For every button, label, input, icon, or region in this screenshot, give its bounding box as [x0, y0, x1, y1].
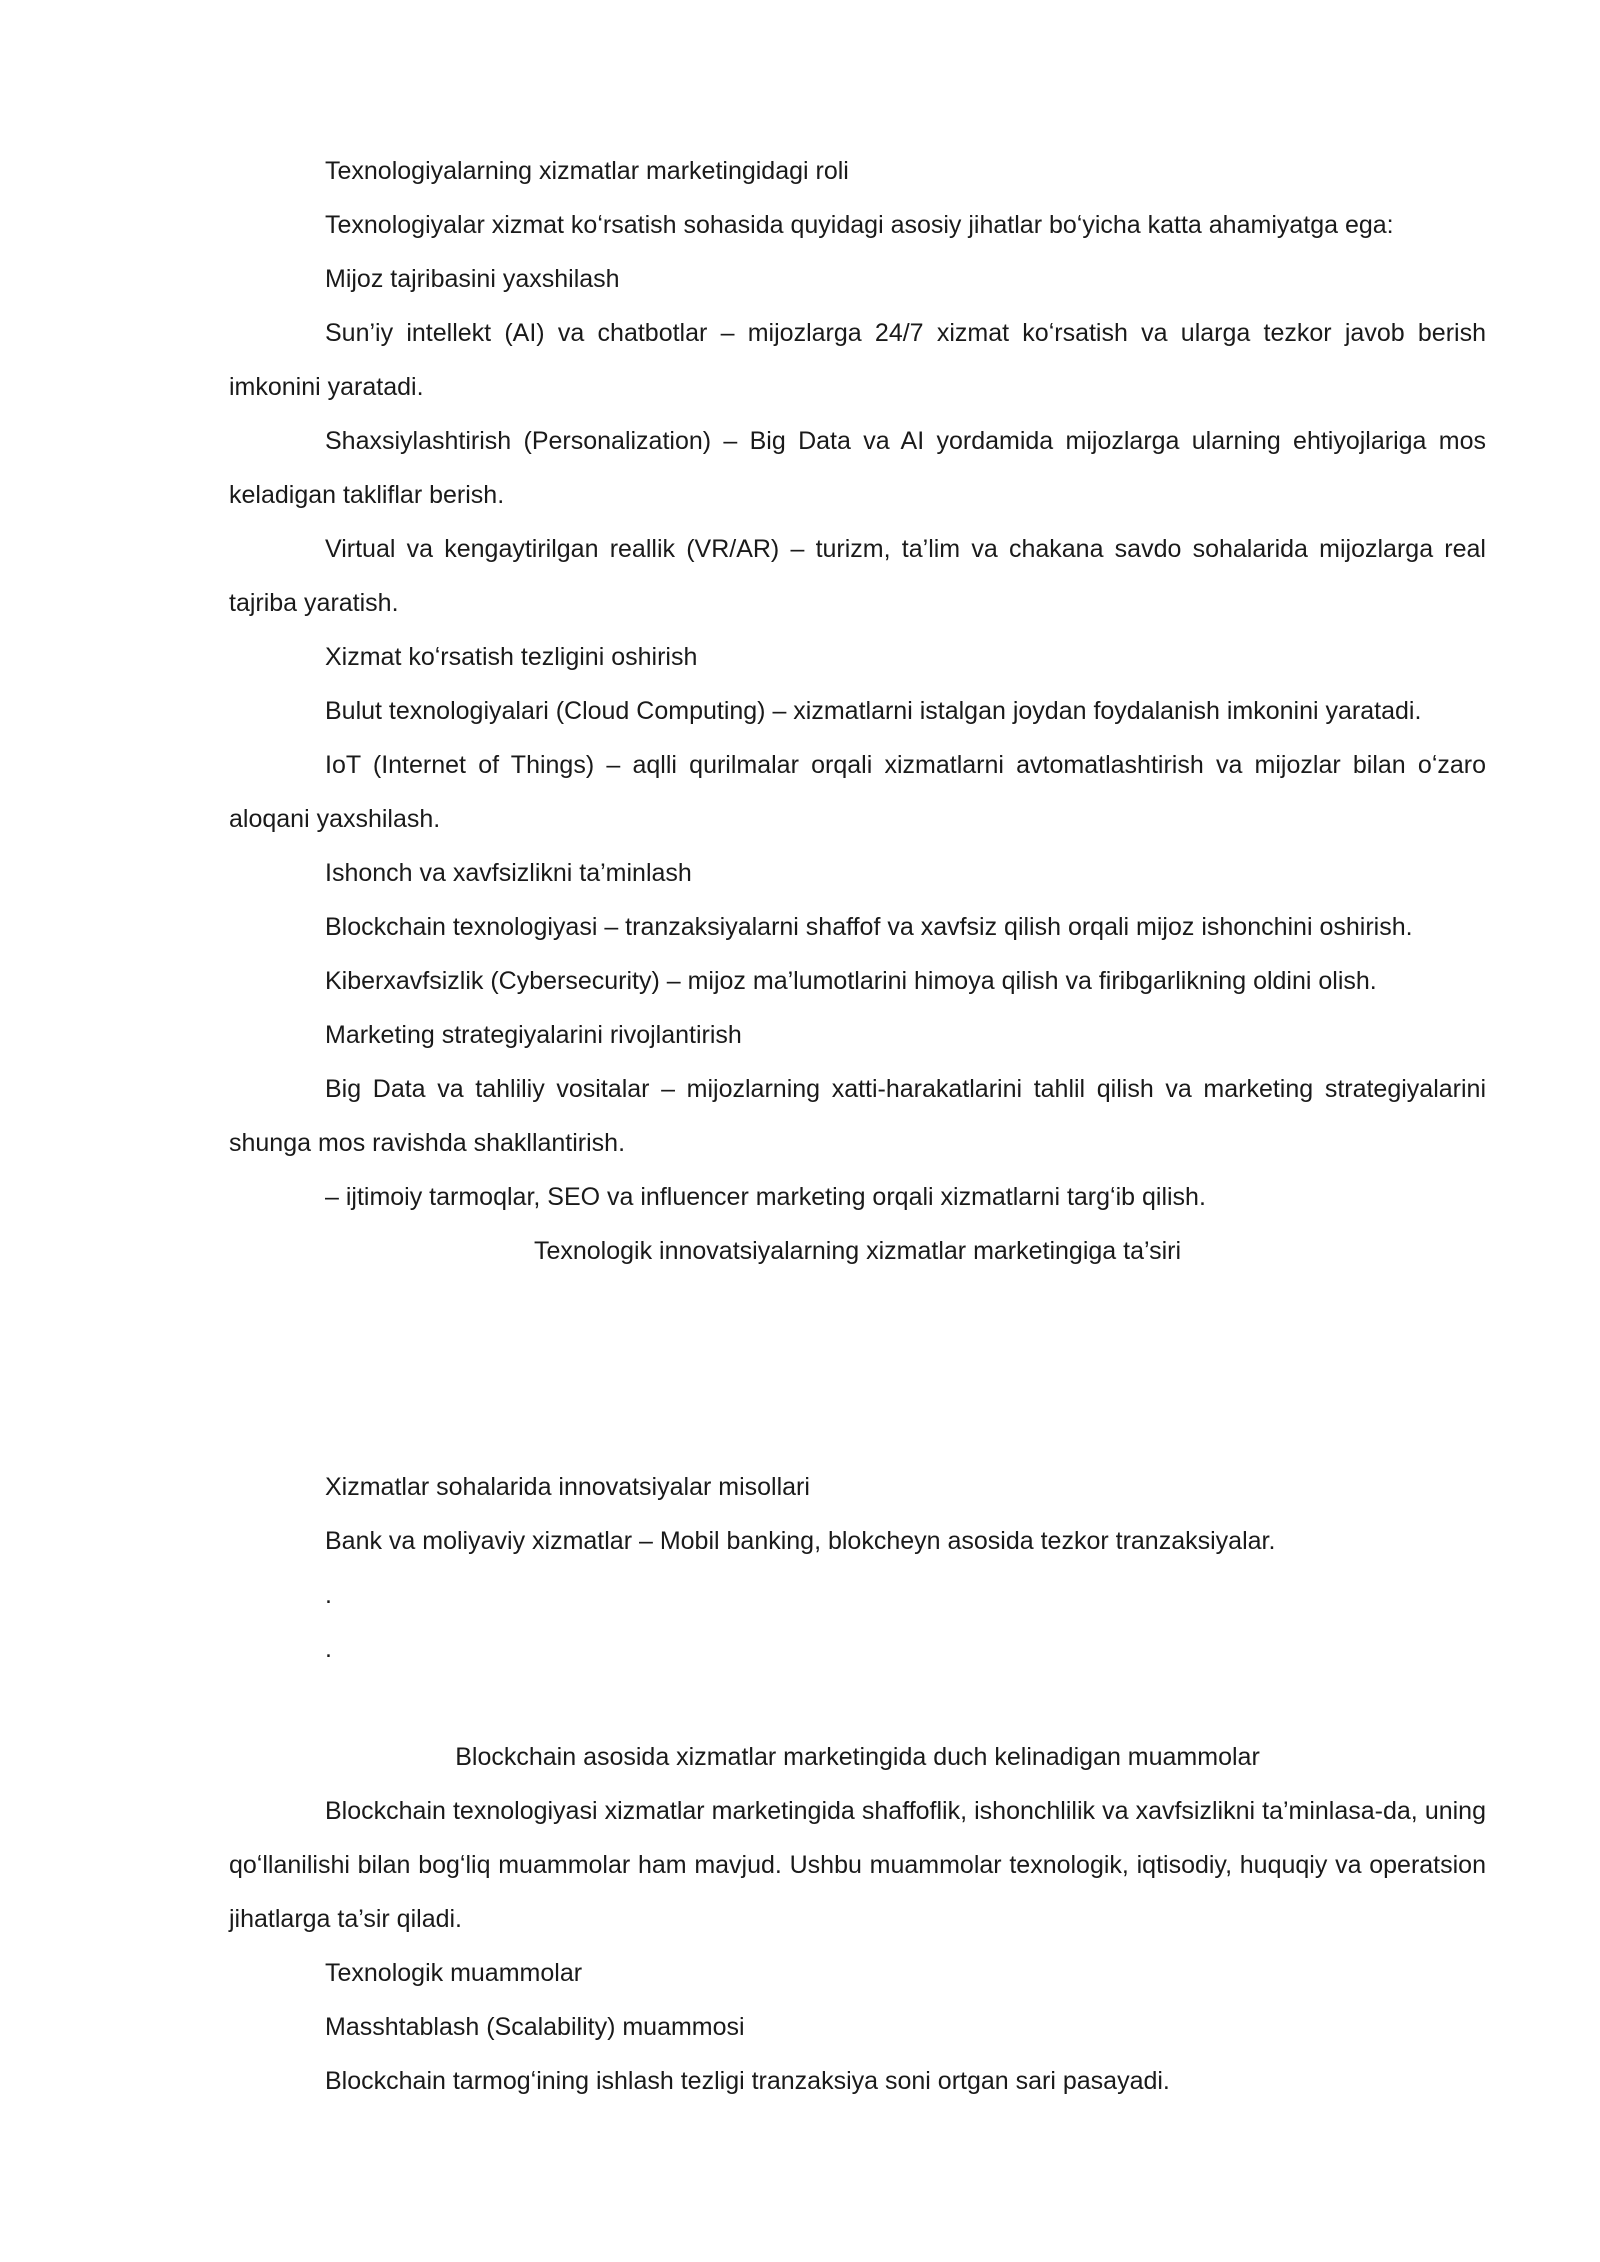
paragraph: Bulut texnologiyalari (Cloud Computing) – xizmatlarni istalgan joydan foydalanish imkonini yaratadi. — [325, 697, 1422, 725]
paragraph: Shaxsiylashtirish (Personalization) – Big Data va AI yordamida mijozlarga ularning ehtiyojlariga mos keladigan takliflar berish. — [229, 427, 1486, 509]
paragraph: Big Data va tahliliy vositalar – mijozlarning xatti-harakatlarini tahlil qilish va marketing strategiyalarini shunga mos ravishda shakllantirish. — [229, 1075, 1486, 1157]
paragraph: Sun’iy intellekt (AI) va chatbotlar – mijozlarga 24/7 xizmat koʻrsatish va ularga tezkor javob berish imkonini yaratadi. — [229, 319, 1486, 401]
section-subheading: Marketing strategiyalarini rivojlantirish — [325, 1021, 742, 1049]
text-block-1 — [229, 144, 1486, 1278]
section-subheading: Texnologik muammolar — [325, 1959, 583, 1987]
paragraph: Texnologiyalar xizmat koʻrsatish sohasida quyidagi asosiy jihatlar boʻyicha katta ahamiyatga ega: — [325, 211, 1394, 239]
blank-line — [229, 1676, 1486, 1730]
paragraph: IoT (Internet of Things) – aqlli qurilmalar orqali xizmatlarni avtomatlashtirish va mijozlar bilan oʻzaro aloqani yaxshilash. — [229, 751, 1486, 833]
centered-heading: Texnologik innovatsiyalarning xizmatlar marketingiga ta’siri — [533, 1237, 1182, 1265]
paragraph: Blockchain tarmogʻining ishlash tezligi tranzaksiya soni ortgan sari pasayadi. — [325, 2067, 1170, 2095]
centered-heading: Blockchain asosida xizmatlar marketingida duch kelinadigan muammolar — [455, 1743, 1260, 1771]
dot-line: . — [325, 1635, 332, 1663]
paragraph: – ijtimoiy tarmoqlar, SEO va influencer marketing orqali xizmatlarni targʻib qilish. — [325, 1183, 1206, 1211]
section-subheading: Xizmatlar sohalarida innovatsiyalar misollari — [325, 1473, 810, 1501]
section-subheading: Masshtablash (Scalability) muammosi — [325, 2013, 745, 2041]
section-subheading: Xizmat koʻrsatish tezligini oshirish — [325, 643, 698, 671]
paragraph: Texnologiyalarning xizmatlar marketingidagi roli — [325, 157, 849, 185]
section-subheading: Ishonch va xavfsizlikni ta’minlash — [325, 859, 692, 887]
text-block-2 — [229, 1460, 1486, 2108]
paragraph: Blockchain texnologiyasi – tranzaksiyalarni shaffof va xavfsiz qilish orqali mijoz ishonchini oshirish. — [325, 913, 1413, 941]
paragraph: Bank va moliyaviy xizmatlar – Mobil banking, blokcheyn asosida tezkor tranzaksiyalar. — [325, 1527, 1276, 1555]
paragraph: Virtual va kengaytirilgan reallik (VR/AR) – turizm, ta’lim va chakana savdo sohalarida mijozlarga real tajriba yaratish. — [229, 535, 1486, 617]
dot-line: . — [325, 1581, 332, 1609]
paragraph: Blockchain texnologiyasi xizmatlar marketingida shaffoflik, ishonchlilik va xavfsizlikni ta’minlasa-da, uning qoʻllanilishi bilan bogʻliq muammolar ham mavjud. Ushbu muammolar texnologik, iqtisodiy, huquqiy va operatsion jihatlarga ta’sir qiladi. — [229, 1797, 1486, 1933]
section-subheading: Mijoz tajribasini yaxshilash — [325, 265, 620, 293]
paragraph: Kiberxavfsizlik (Cybersecurity) – mijoz ma’lumotlarini himoya qilish va firibgarlikning oldini olish. — [325, 967, 1377, 995]
